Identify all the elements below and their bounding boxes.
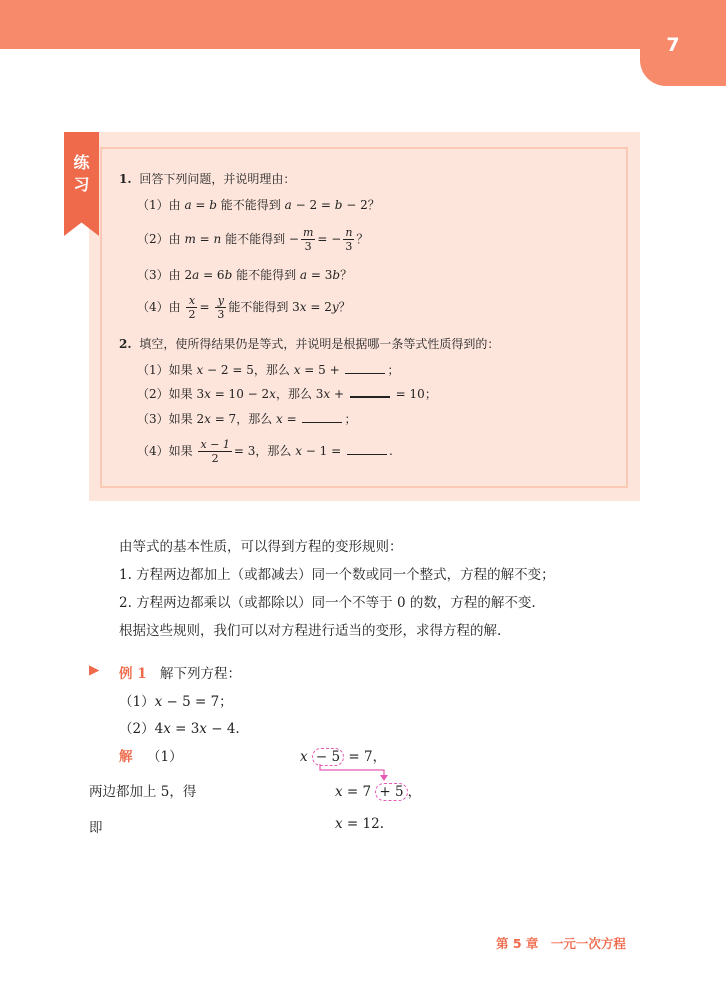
q1-item-2: （2）由 m = n 能不能得到 − $\frac{m}{3}$ = − $\frac{n}{3}$ ？: [137, 226, 369, 253]
q2-number: 2.: [119, 337, 132, 351]
example-title: 解下列方程：: [160, 666, 241, 682]
example-marker: ▶: [89, 662, 100, 678]
solution-part: （1）: [147, 749, 183, 765]
example-label: 例 1: [119, 666, 147, 682]
chapter-footer: 第 5 章 一元一次方程: [496, 936, 626, 951]
page-number: 7: [666, 34, 680, 56]
rule-1: 1. 方程两边都加上（或都减去）同一个数或同一个整式，方程的解不变；: [119, 567, 555, 583]
solution-eq-2: x = 7 + 5 ，: [335, 784, 422, 800]
step-3-label: 即: [89, 820, 103, 836]
example-item-1: （1）x − 5 = 7；: [119, 694, 233, 710]
q1-heading: [119, 170, 295, 187]
q1-item-4: （4）由 $\frac{x}{2}$ = $\frac{y}{3}$ 能不能得到 3x = 2y？: [137, 294, 351, 321]
exercise-ribbon-label: [64, 152, 99, 196]
q1-prompt: 回答下列问题，并说明理由：: [139, 172, 296, 186]
step-2-label: 两边都加上 5，得: [89, 784, 197, 800]
body-conclusion: 根据这些规则，我们可以对方程进行适当的变形，求得方程的解.: [119, 623, 502, 639]
example-item-2: （2）4x = 3x − 4.: [119, 721, 240, 737]
body-intro: 由等式的基本性质，可以得到方程的变形规则：: [119, 539, 403, 555]
q2-heading: [119, 335, 499, 352]
top-band: [0, 0, 726, 49]
q2-item-4: （4）如果 $\frac{x - 1}{2}$ = 3，那么 x − 1 = .: [137, 438, 393, 465]
q1-item-1: （1）由 a = b 能不能得到 a − 2 = b − 2？: [137, 198, 380, 212]
solution-eq-3: x = 12.: [335, 816, 384, 832]
q2-item-3: （3）如果 2x = 7，那么 x = ；: [137, 412, 357, 426]
q2-item-1: （1）如果 x − 2 = 5，那么 x = 5 + ；: [137, 363, 400, 377]
q2-prompt: 填空，使所得结果仍是等式，并说明是根据哪一条等式性质得到的：: [139, 337, 500, 351]
solution-label: 解: [119, 749, 133, 765]
q2-item-2: （2）如果 3x = 10 − 2x，那么 3x + = 10；: [137, 387, 437, 401]
solution-eq-1: x − 5 = 7，: [300, 749, 387, 765]
plus-five-circled: + 5: [375, 783, 407, 801]
ribbon-text: 练习: [73, 153, 90, 194]
q1-item-3: （3）由 2a = 6b 能不能得到 a = 3b？: [137, 268, 353, 282]
q1-number: 1.: [119, 172, 132, 186]
minus-five-circled: − 5: [312, 748, 344, 766]
rule-2: 2. 方程两边都乘以（或都除以）同一个不等于 0 的数，方程的解不变.: [119, 595, 536, 611]
